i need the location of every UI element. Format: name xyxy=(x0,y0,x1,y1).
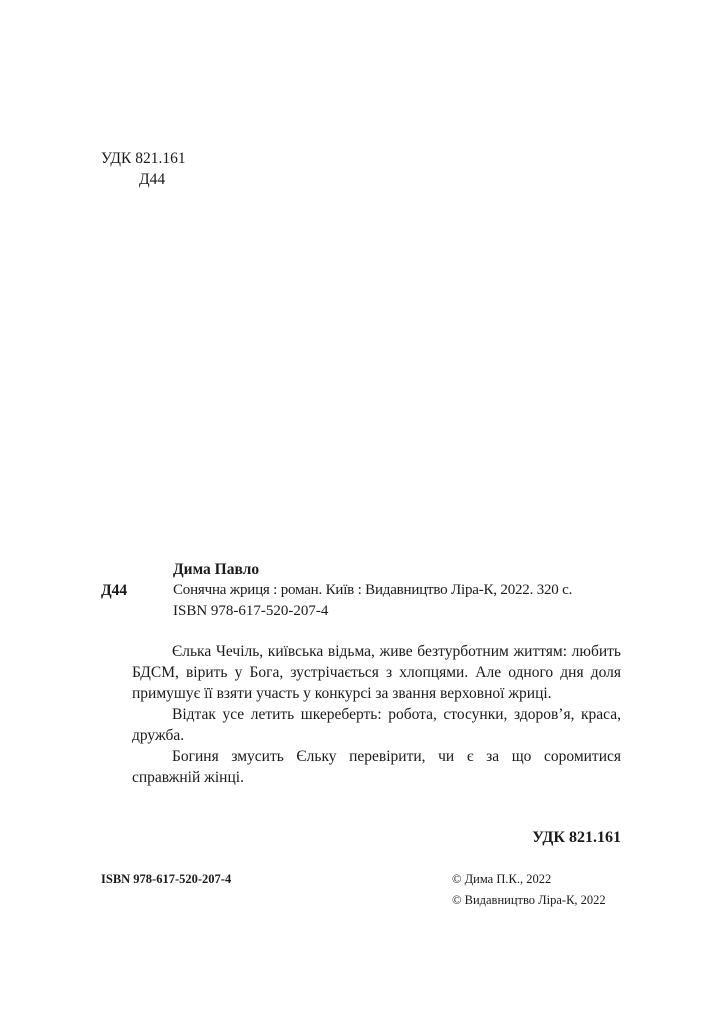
bibliographic-description: Сонячна жриця : роман. Київ : Видавництво Ліра-К, 2022. 320 с. xyxy=(173,582,573,598)
annotation-paragraph-1: Єлька Чечіль, київська відьма, живе безтурботним життям: любить БДСМ, вірить у Бога, зустрічається з хлопцями. Але одного дня доля примушує її взяти участь у конкурсі за звання верховної жриці. xyxy=(132,643,621,702)
isbn-record: ISBN 978-617-520-207-4 xyxy=(173,603,329,619)
author-code-header: Д44 xyxy=(139,171,166,188)
catalog-code: Д44 xyxy=(101,582,128,599)
udk-header: УДК 821.161 xyxy=(101,150,186,167)
udk-classification: УДК 821.161 xyxy=(532,829,621,846)
copyright-author: © Дима П.К., 2022 xyxy=(452,872,552,886)
annotation xyxy=(132,641,621,788)
copyright-publisher: © Видавництво Ліра-К, 2022 xyxy=(452,893,606,907)
annotation-paragraph-2: Відтак усе летить шкереберть: робота, стосунки, здоров’я, краса, дружба. xyxy=(132,706,621,744)
annotation-paragraph-3: Богиня змусить Єльку перевірити, чи є за що соромитися справжній жінці. xyxy=(132,748,621,786)
author-name: Дима Павло xyxy=(173,561,260,578)
isbn-footer: ISBN 978-617-520-207-4 xyxy=(101,872,232,886)
